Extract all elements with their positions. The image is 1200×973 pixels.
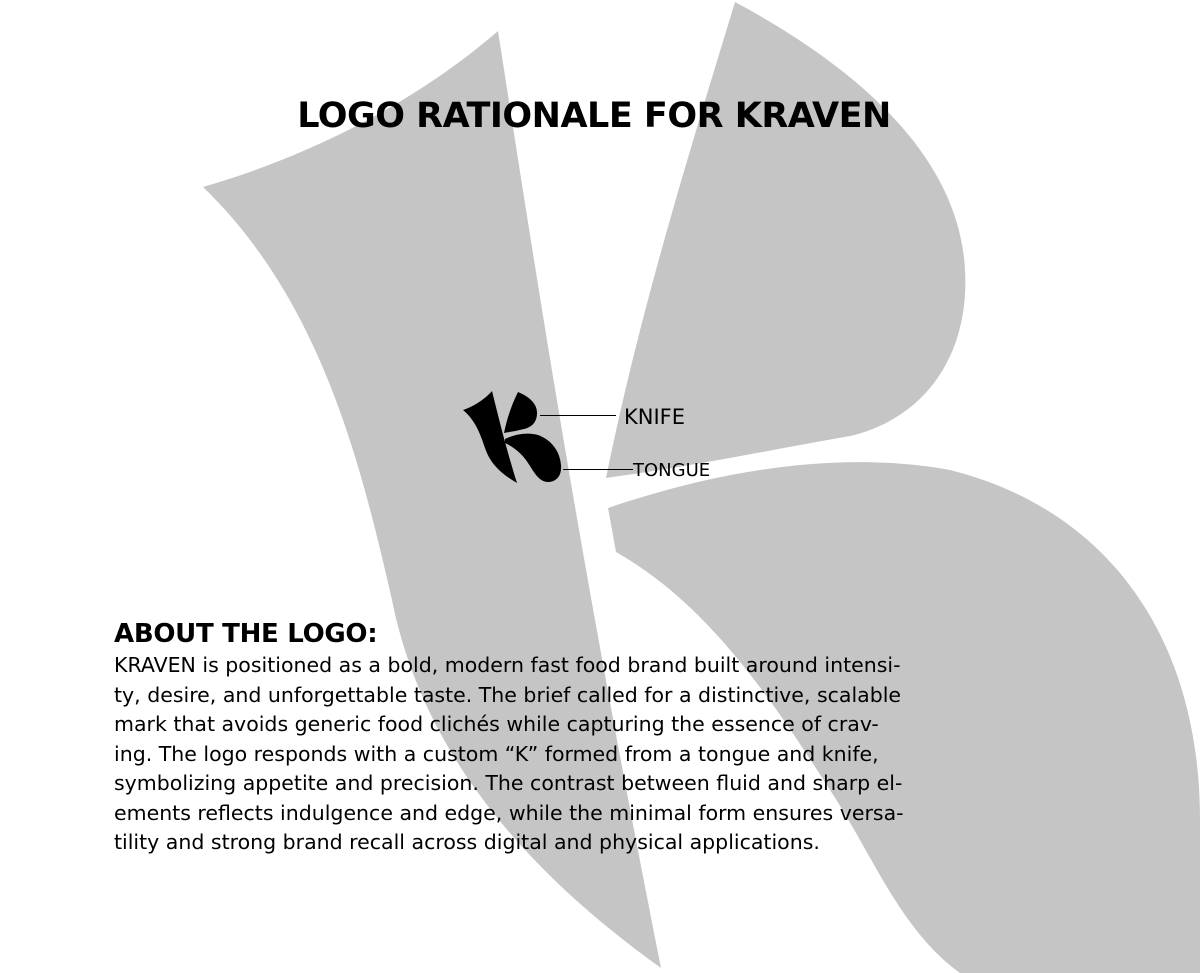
about-body-text: KRAVEN is positioned as a bold, modern fast food brand built around intensi- ty, desire, and unforgettable taste. The brief called for a distinctive, scalable mark that avoids generic food clichés while capturing the essence of crav- ing. The logo responds with a custom “K” formed from a tongue and knife, symbolizing appetite and precision. The contrast between fluid and sharp el- ements reflects indulgence and edge, while the minimal form ensures versa- tility and strong brand recall across digital and physical applications. bbox=[114, 653, 904, 854]
tongue-leader-line bbox=[563, 469, 633, 470]
logo-stem bbox=[463, 391, 517, 483]
knife-callout-label: KNIFE bbox=[624, 405, 686, 429]
page-title: LOGO RATIONALE FOR KRAVEN bbox=[297, 96, 891, 136]
about-heading: ABOUT THE LOGO: bbox=[114, 619, 378, 649]
kraven-k-logo-icon bbox=[460, 388, 570, 488]
logo-knife bbox=[504, 392, 537, 433]
tongue-callout-label: TONGUE bbox=[633, 460, 711, 481]
about-section bbox=[114, 617, 1064, 858]
knife-leader-line bbox=[540, 415, 616, 416]
